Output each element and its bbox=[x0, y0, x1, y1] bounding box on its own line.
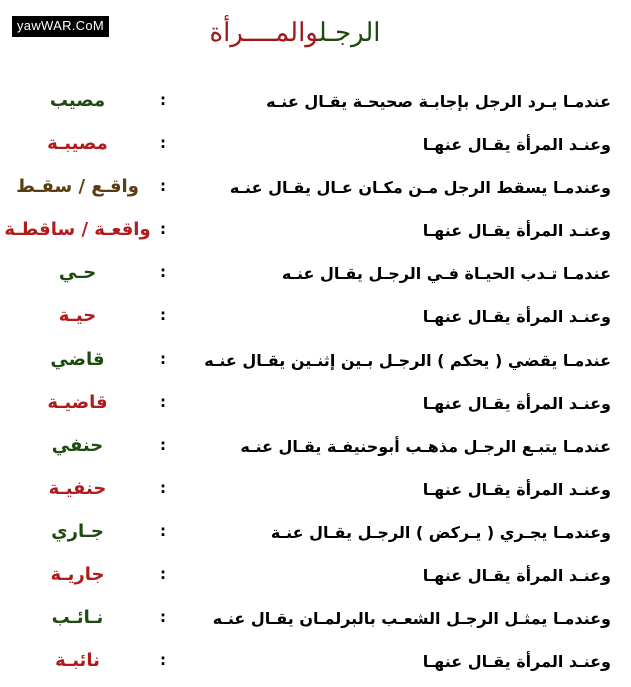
row-word: حيـة bbox=[58, 305, 97, 327]
list-item bbox=[0, 299, 631, 342]
list-item bbox=[0, 386, 631, 429]
row-word: نـائـب bbox=[51, 607, 104, 629]
row-word: مصيب bbox=[49, 90, 106, 111]
row-word: واقعـة / ساقطـة bbox=[4, 219, 151, 241]
list-item bbox=[0, 127, 631, 170]
row-word: حـي bbox=[58, 262, 97, 284]
row-sentence: وعنـد المرأة يقـال عنهـا bbox=[422, 566, 611, 586]
row-sentence: وعنـد المرأة يقـال عنهـا bbox=[422, 479, 611, 499]
row-sentence: وعندمـا يجـري ( يـركض ) الرجـل يقـال عنـة bbox=[270, 522, 611, 542]
row-sentence: عندمـا يتبـع الرجـل مذهـب أبوحنيفـة يقـال عنـه bbox=[240, 436, 611, 456]
row-colon: : bbox=[160, 435, 166, 454]
row-word: قاضي bbox=[50, 348, 105, 370]
row-colon: : bbox=[160, 392, 166, 411]
list-item bbox=[0, 213, 631, 256]
row-word: مصيبـة bbox=[47, 133, 108, 155]
row-colon: : bbox=[160, 177, 166, 196]
row-colon: : bbox=[160, 565, 166, 584]
row-colon: : bbox=[160, 608, 166, 627]
list-item bbox=[0, 472, 631, 515]
row-colon: : bbox=[160, 91, 166, 109]
comparison-list bbox=[0, 84, 631, 687]
row-word: حنفي bbox=[51, 434, 104, 456]
row-colon: : bbox=[160, 134, 166, 153]
row-sentence: وعندمـا يسقط الرجل مـن مكـان عـال يقـال عنـه bbox=[229, 178, 611, 198]
row-sentence: وعنـد المرأة يقـال عنهـا bbox=[422, 135, 611, 155]
row-word: حنفيـة bbox=[48, 477, 107, 499]
list-item bbox=[0, 84, 631, 127]
row-word: جـاري bbox=[51, 520, 104, 542]
row-sentence: وعنـد المرأة يقـال عنهـا bbox=[422, 393, 611, 413]
row-colon: : bbox=[160, 651, 166, 670]
list-item bbox=[0, 601, 631, 644]
list-item bbox=[0, 170, 631, 213]
row-sentence: وعنـد المرأة يقـال عنهـا bbox=[422, 221, 611, 241]
list-item bbox=[0, 343, 631, 386]
row-colon: : bbox=[160, 478, 166, 497]
row-word: جاريـة bbox=[50, 564, 105, 586]
row-colon: : bbox=[160, 220, 166, 239]
row-word: واقـع / سقـط bbox=[16, 176, 139, 198]
title-and: و bbox=[305, 18, 319, 48]
row-sentence: عندمـا يـرد الرجل بإجابـة صحيحـة يقـال عنـه bbox=[266, 92, 611, 111]
list-item bbox=[0, 515, 631, 558]
row-colon: : bbox=[160, 263, 166, 282]
title-man: الرجـل bbox=[318, 18, 381, 48]
row-sentence: عندمـا تـدب الحيـاة فـي الرجـل يقـال عنـه bbox=[281, 264, 611, 284]
list-item bbox=[0, 256, 631, 299]
row-word: نائبـة bbox=[55, 650, 100, 672]
row-word: قاضيـة bbox=[47, 391, 108, 413]
row-sentence: وعنـد المرأة يقـال عنهـا bbox=[422, 652, 611, 672]
row-sentence: عندمـا يقضي ( يحكم ) الرجـل بـين إثنـين يقـال عنـه bbox=[204, 350, 611, 370]
row-colon: : bbox=[160, 521, 166, 540]
list-item bbox=[0, 558, 631, 601]
row-sentence: وعنـد المرأة يقـال عنهـا bbox=[422, 307, 611, 327]
title-woman: المــــرأة bbox=[209, 18, 306, 48]
row-sentence: وعندمـا يمثـل الرجـل الشعـب بالبرلمـان يقـال عنـه bbox=[212, 609, 611, 629]
row-colon: : bbox=[160, 349, 166, 368]
watermark-logo: yawWAR.CoM bbox=[12, 16, 109, 37]
page-title bbox=[190, 16, 400, 50]
list-item bbox=[0, 429, 631, 472]
row-colon: : bbox=[160, 306, 166, 325]
